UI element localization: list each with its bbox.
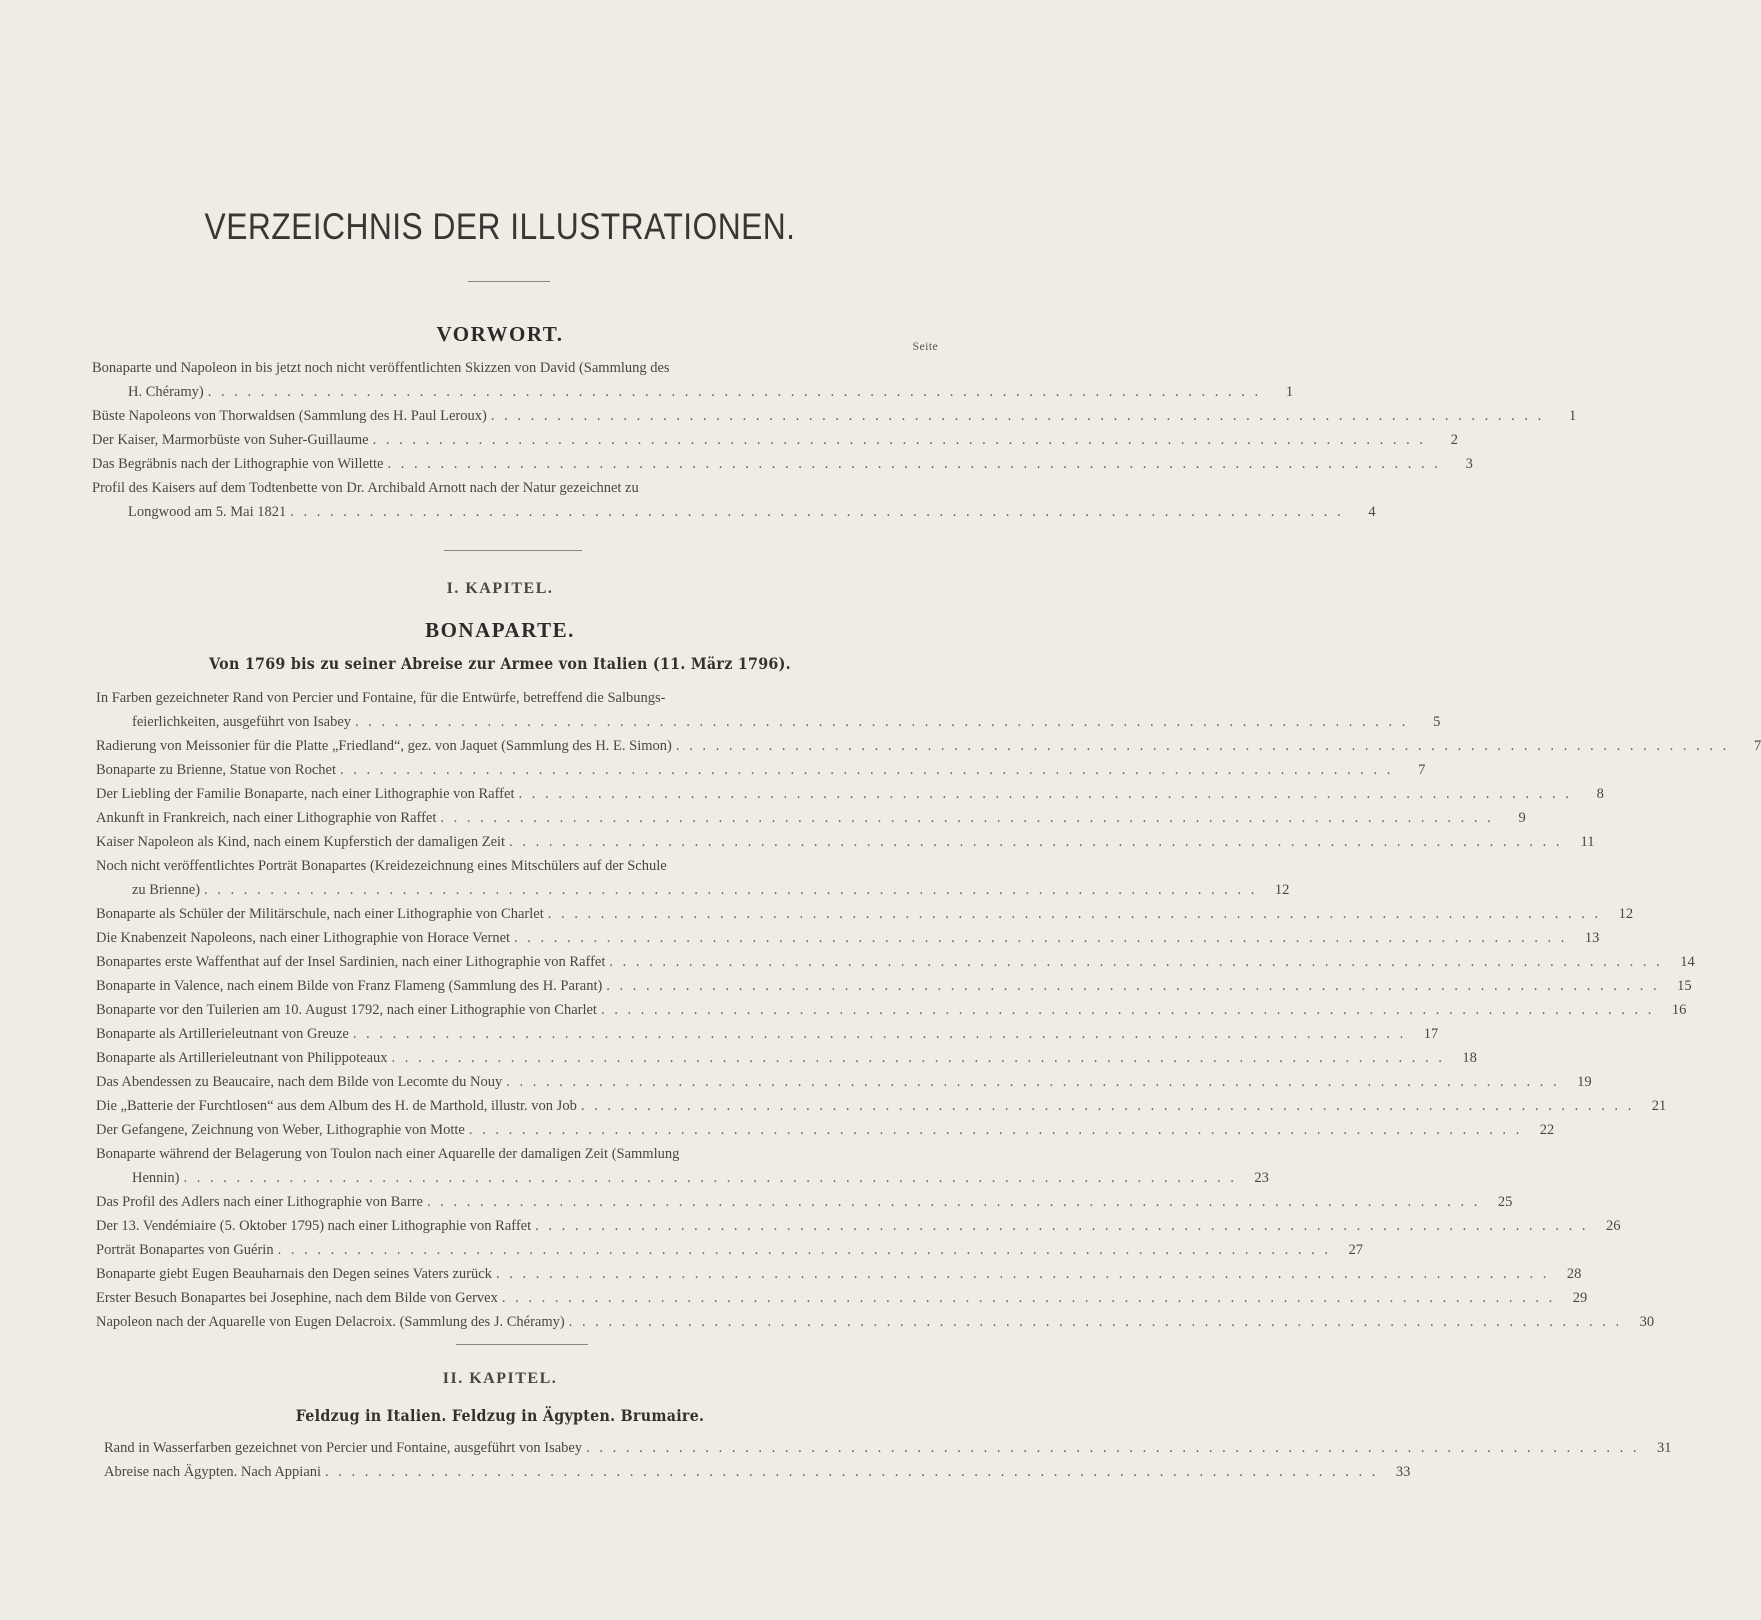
dot-leader: . . . . . . . . . . . . . . . . . . . . . . . . . . . . . . . . . . . . . . . . . . . . . . . . . . . . . . . . . . . . . . . . . . . . . . . . . . . . . . . .: [509, 834, 1563, 850]
entry-text: Die „Batterie der Furchtlosen“ aus dem Album des H. de Marthold, illustr. von Job: [96, 1098, 577, 1114]
page-number: 5: [1433, 714, 1441, 730]
page-number: 17: [1423, 1026, 1439, 1042]
entry-text: Der Gefangene, Zeichnung von Weber, Lithographie von Motte: [96, 1122, 465, 1138]
page-number: 9: [1518, 810, 1526, 826]
dot-leader: . . . . . . . . . . . . . . . . . . . . . . . . . . . . . . . . . . . . . . . . . . . . . . . . . . . . . . . . . . . . . . . . . . . . . . . . . . . . . . . .: [606, 978, 1660, 994]
section-divider: [444, 550, 582, 551]
page-number: 2: [1450, 432, 1458, 448]
entry-text: Bonaparte in Valence, nach einem Bilde von Franz Flameng (Sammlung des H. Parant): [96, 978, 603, 994]
entry-text: Das Profil des Adlers nach einer Lithographie von Barre: [96, 1194, 423, 1210]
dot-leader: . . . . . . . . . . . . . . . . . . . . . . . . . . . . . . . . . . . . . . . . . . . . . . . . . . . . . . . . . . . . . . . . . . . . . . . . . . . . . . . .: [426, 1194, 1481, 1210]
entry-text: Napoleon nach der Aquarelle von Eugen Delacroix. (Sammlung des J. Chéramy): [96, 1314, 565, 1330]
entry-text: Noch nicht veröffentlichtes Porträt Bonapartes (Kreidezeichnung eines Mitschülers auf der Schule: [96, 858, 667, 874]
entry-text: Das Abendessen zu Beaucaire, nach dem Bilde von Lecomte du Nouy: [96, 1074, 503, 1090]
chapter-1-label: I. KAPITEL.: [446, 580, 554, 597]
dot-leader: . . . . . . . . . . . . . . . . . . . . . . . . . . . . . . . . . . . . . . . . . . . . . . . . . . . . . . . . . . . . . . . . . . . . . . . . . . . . . . . .: [387, 456, 1441, 472]
entry-text: Das Begräbnis nach der Lithographie von Willette: [92, 456, 384, 472]
list-item: [92, 404, 1577, 428]
entry-text: Der Liebling der Familie Bonaparte, nach einer Lithographie von Raffet: [96, 786, 515, 802]
page-number: 29: [1572, 1290, 1588, 1306]
entry-text: Die Knabenzeit Napoleons, nach einer Lithographie von Horace Vernet: [96, 930, 511, 946]
entry-text: Radierung von Meissonier für die Platte „Friedland“, gez. von Jaquet (Sammlung des H. E. Simon): [96, 738, 672, 754]
list-item: [96, 1262, 1582, 1286]
list-item: [96, 1094, 1667, 1118]
dot-leader: . . . . . . . . . . . . . . . . . . . . . . . . . . . . . . . . . . . . . . . . . . . . . . . . . . . . . . . . . . . . . . . . . . . . . . . . . . . . . . . .: [514, 930, 1568, 946]
list-item: [96, 926, 1600, 950]
entry-text: Longwood am 5. Mai 1821: [128, 504, 287, 520]
chapter-2-list: [104, 1436, 1672, 1484]
entry-text: Bonaparte als Artillerieleutnant von Philippoteaux: [96, 1050, 388, 1066]
list-item: [104, 1436, 1672, 1460]
chapter-2-subheading: Feldzug in Italien. Feldzug in Ägypten. Brumaire.: [295, 1406, 705, 1425]
page-number: 1: [1568, 408, 1577, 424]
dot-leader: . . . . . . . . . . . . . . . . . . . . . . . . . . . . . . . . . . . . . . . . . . . . . . . . . . . . . . . . . . . . . . . . . . . . . . . . . . . . . . . .: [501, 1290, 1556, 1306]
page-number: 16: [1671, 1002, 1687, 1018]
list-item: [96, 806, 1526, 830]
entry-text: zu Brienne): [132, 882, 201, 898]
page-number: 22: [1539, 1122, 1555, 1138]
chapter-1-heading: BONAPARTE.: [425, 618, 575, 642]
page-number: 4: [1368, 504, 1376, 520]
dot-leader: . . . . . . . . . . . . . . . . . . . . . . . . . . . . . . . . . . . . . . . . . . . . . . . . . . . . . . . . . . . . . . . . . . . . . . . . . . . . . . . .: [325, 1464, 1379, 1480]
list-item: [96, 854, 1290, 902]
list-item: [96, 1046, 1477, 1070]
page-number: 12: [1274, 882, 1290, 898]
dot-leader: . . . . . . . . . . . . . . . . . . . . . . . . . . . . . . . . . . . . . . . . . . . . . . . . . . . . . . . . . . . . . . . . . . . . . . . . . . . . . . . .: [204, 882, 1258, 898]
entry-text: Bonaparte während der Belagerung von Toulon nach einer Aquarelle der damaligen Zeit (Sammlung: [96, 1146, 680, 1162]
entry-text: Bonaparte zu Brienne, Statue von Rochet: [96, 762, 336, 778]
dot-leader: . . . . . . . . . . . . . . . . . . . . . . . . . . . . . . . . . . . . . . . . . . . . . . . . . . . . . . . . . . . . . . . . . . . . . . . . . . . . . . . .: [586, 1440, 1640, 1456]
dot-leader: . . . . . . . . . . . . . . . . . . . . . . . . . . . . . . . . . . . . . . . . . . . . . . . . . . . . . . . . . . . . . . . . . . . . . . . . . . . . . . . .: [495, 1266, 1550, 1282]
entry-text: Der Kaiser, Marmorbüste von Suher-Guillaume: [92, 432, 369, 448]
page-number: 21: [1651, 1098, 1667, 1114]
list-item: [96, 782, 1604, 806]
list-item: [96, 734, 1761, 758]
section-divider: [456, 1344, 588, 1345]
dot-leader: . . . . . . . . . . . . . . . . . . . . . . . . . . . . . . . . . . . . . . . . . . . . . . . . . . . . . . . . . . . . . . . . . . . . . . . . . . . . . . . .: [518, 786, 1572, 802]
list-item: [96, 1190, 1513, 1214]
list-item: [92, 428, 1458, 452]
entry-text: Abreise nach Ägypten. Nach Appiani: [104, 1464, 322, 1480]
entry-text: Bonaparte und Napoleon in bis jetzt noch nicht veröffentlichten Skizzen von David (Sammlung des: [92, 360, 670, 376]
dot-leader: . . . . . . . . . . . . . . . . . . . . . . . . . . . . . . . . . . . . . . . . . . . . . . . . . . . . . . . . . . . . . . . . . . . . . . . . . . . . . . . .: [372, 432, 1426, 448]
dot-leader: . . . . . . . . . . . . . . . . . . . . . . . . . . . . . . . . . . . . . . . . . . . . . . . . . . . . . . . . . . . . . . . . . . . . . . . . . . . . . . . .: [207, 384, 1262, 400]
page-number: 18: [1462, 1050, 1477, 1066]
dot-leader: . . . . . . . . . . . . . . . . . . . . . . . . . . . . . . . . . . . . . . . . . . . . . . . . . . . . . . . . . . . . . . . . . . . . . . . . . . . . . . . .: [277, 1242, 1331, 1258]
list-item: [96, 1238, 1363, 1262]
dot-leader: . . . . . . . . . . . . . . . . . . . . . . . . . . . . . . . . . . . . . . . . . . . . . . . . . . . . . . . . . . . . . . . . . . . . . . . . . . . . . . . .: [580, 1098, 1635, 1114]
dot-leader: . . . . . . . . . . . . . . . . . . . . . . . . . . . . . . . . . . . . . . . . . . . . . . . . . . . . . . . . . . . . . . . . . . . . . . . . . . . . . . . .: [183, 1170, 1237, 1186]
chapter-1-subheading: Von 1769 bis zu seiner Abreise zur Armee von Italien (11. März 1796).: [209, 654, 791, 673]
dot-leader: . . . . . . . . . . . . . . . . . . . . . . . . . . . . . . . . . . . . . . . . . . . . . . . . . . . . . . . . . . . . . . . . . . . . . . . . . . . . . . . .: [535, 1218, 1589, 1234]
list-item: [96, 1070, 1592, 1094]
entry-text: Der 13. Vendémiaire (5. Oktober 1795) nach einer Lithographie von Raffet: [96, 1218, 532, 1234]
list-item: [104, 1460, 1411, 1484]
chapter-1-list: [96, 686, 1761, 1334]
page-number: 31: [1657, 1440, 1672, 1456]
page-number: 26: [1606, 1218, 1621, 1234]
list-item: [96, 758, 1426, 782]
entry-text: Hennin): [132, 1170, 180, 1186]
dot-leader: . . . . . . . . . . . . . . . . . . . . . . . . . . . . . . . . . . . . . . . . . . . . . . . . . . . . . . . . . . . . . . . . . . . . . . . . . . . . . . . .: [352, 1026, 1407, 1042]
list-item: [96, 1118, 1555, 1142]
entry-text: Bonapartes erste Waffenthat auf der Insel Sardinien, nach einer Lithographie von Raffet: [96, 954, 606, 970]
entry-text: Büste Napoleons von Thorwaldsen (Sammlung des H. Paul Leroux): [92, 408, 487, 424]
list-item: [96, 902, 1634, 926]
dot-leader: . . . . . . . . . . . . . . . . . . . . . . . . . . . . . . . . . . . . . . . . . . . . . . . . . . . . . . . . . . . . . . . . . . . . . . . . . . . . . . . .: [609, 954, 1663, 970]
page-number: 8: [1596, 786, 1604, 802]
entry-text: Bonaparte vor den Tuilerien am 10. August 1792, nach einer Lithographie von Charlet: [96, 1002, 597, 1018]
vorwort-list: [92, 356, 1577, 524]
chapter-2-label: II. KAPITEL.: [442, 1370, 558, 1387]
dot-leader: . . . . . . . . . . . . . . . . . . . . . . . . . . . . . . . . . . . . . . . . . . . . . . . . . . . . . . . . . . . . . . . . . . . . . . . . . . . . . . . .: [290, 504, 1344, 520]
list-item: [96, 974, 1692, 998]
dot-leader: . . . . . . . . . . . . . . . . . . . . . . . . . . . . . . . . . . . . . . . . . . . . . . . . . . . . . . . . . . . . . . . . . . . . . . . . . . . . . . . .: [440, 810, 1494, 826]
page-number: 33: [1395, 1464, 1411, 1480]
entry-text: Profil des Kaisers auf dem Todtenbette von Dr. Archibald Arnott nach der Natur gezeichnet zu: [92, 480, 639, 496]
list-item: [96, 1310, 1655, 1334]
entry-text: Kaiser Napoleon als Kind, nach einem Kupferstich der damaligen Zeit: [96, 834, 506, 850]
list-item: [96, 998, 1687, 1022]
page-number: 15: [1677, 978, 1692, 994]
vorwort-heading: VORWORT.: [436, 322, 564, 346]
list-item: [92, 356, 1294, 404]
list-item: [96, 1022, 1439, 1046]
dot-leader: . . . . . . . . . . . . . . . . . . . . . . . . . . . . . . . . . . . . . . . . . . . . . . . . . . . . . . . . . . . . . . . . . . . . . . . . . . . . . . . .: [340, 762, 1394, 778]
dot-leader: . . . . . . . . . . . . . . . . . . . . . . . . . . . . . . . . . . . . . . . . . . . . . . . . . . . . . . . . . . . . . . . . . . . . . . . . . . . . . . . .: [391, 1050, 1445, 1066]
entry-text: In Farben gezeichneter Rand von Percier und Fontaine, für die Entwürfe, betreffend die Salbungs-: [96, 690, 666, 706]
list-item: [96, 1286, 1588, 1310]
title-divider: [468, 281, 550, 282]
seite-label: Seite: [912, 339, 938, 353]
page-number: 3: [1465, 456, 1473, 472]
entry-text: Bonaparte giebt Eugen Beauharnais den Degen seines Vaters zurück: [96, 1266, 492, 1282]
entry-text: Erster Besuch Bonapartes bei Josephine, nach dem Bilde von Gervex: [96, 1290, 498, 1306]
list-item: [92, 452, 1473, 476]
page-number: 19: [1577, 1074, 1592, 1090]
dot-leader: . . . . . . . . . . . . . . . . . . . . . . . . . . . . . . . . . . . . . . . . . . . . . . . . . . . . . . . . . . . . . . . . . . . . . . . . . . . . . . . .: [355, 714, 1409, 730]
page-number: 11: [1580, 834, 1595, 850]
list-item: [96, 830, 1595, 854]
entry-text: H. Chéramy): [128, 384, 204, 400]
entry-text: Ankunft in Frankreich, nach einer Lithographie von Raffet: [96, 810, 437, 826]
dot-leader: . . . . . . . . . . . . . . . . . . . . . . . . . . . . . . . . . . . . . . . . . . . . . . . . . . . . . . . . . . . . . . . . . . . . . . . . . . . . . . . .: [490, 408, 1545, 424]
page-number: 25: [1497, 1194, 1513, 1210]
dot-leader: . . . . . . . . . . . . . . . . . . . . . . . . . . . . . . . . . . . . . . . . . . . . . . . . . . . . . . . . . . . . . . . . . . . . . . . . . . . . . . . .: [675, 738, 1730, 754]
page-number: 13: [1584, 930, 1600, 946]
dot-leader: . . . . . . . . . . . . . . . . . . . . . . . . . . . . . . . . . . . . . . . . . . . . . . . . . . . . . . . . . . . . . . . . . . . . . . . . . . . . . . . .: [468, 1122, 1523, 1138]
page-number: 12: [1618, 906, 1634, 922]
list-item: [96, 686, 1441, 734]
dot-leader: . . . . . . . . . . . . . . . . . . . . . . . . . . . . . . . . . . . . . . . . . . . . . . . . . . . . . . . . . . . . . . . . . . . . . . . . . . . . . . . .: [547, 906, 1602, 922]
list-item: [96, 1142, 1269, 1190]
dot-leader: . . . . . . . . . . . . . . . . . . . . . . . . . . . . . . . . . . . . . . . . . . . . . . . . . . . . . . . . . . . . . . . . . . . . . . . . . . . . . . . .: [600, 1002, 1655, 1018]
page-title: VERZEICHNIS DER ILLUSTRATIONEN.: [204, 206, 796, 247]
list-item: [96, 1214, 1621, 1238]
entry-text: feierlichkeiten, ausgeführt von Isabey: [132, 714, 352, 730]
entry-text: Bonaparte als Artillerieleutnant von Greuze: [96, 1026, 349, 1042]
entry-text: Bonaparte als Schüler der Militärschule, nach einer Lithographie von Charlet: [96, 906, 544, 922]
dot-leader: . . . . . . . . . . . . . . . . . . . . . . . . . . . . . . . . . . . . . . . . . . . . . . . . . . . . . . . . . . . . . . . . . . . . . . . . . . . . . . . .: [506, 1074, 1560, 1090]
page-number: 28: [1566, 1266, 1582, 1282]
page-number: 7: [1753, 738, 1761, 754]
entry-text: Porträt Bonapartes von Guérin: [96, 1242, 274, 1258]
page-number: 7: [1418, 762, 1426, 778]
page-number: 1: [1285, 384, 1294, 400]
page-number: 14: [1680, 954, 1695, 970]
page-number: 27: [1348, 1242, 1363, 1258]
dot-leader: . . . . . . . . . . . . . . . . . . . . . . . . . . . . . . . . . . . . . . . . . . . . . . . . . . . . . . . . . . . . . . . . . . . . . . . . . . . . . . . .: [568, 1314, 1623, 1330]
list-item: [96, 950, 1695, 974]
entry-text: Rand in Wasserfarben gezeichnet von Percier und Fontaine, ausgeführt von Isabey: [104, 1440, 583, 1456]
page-number: 30: [1639, 1314, 1655, 1330]
list-item: [92, 476, 1376, 524]
page-number: 23: [1254, 1170, 1269, 1186]
